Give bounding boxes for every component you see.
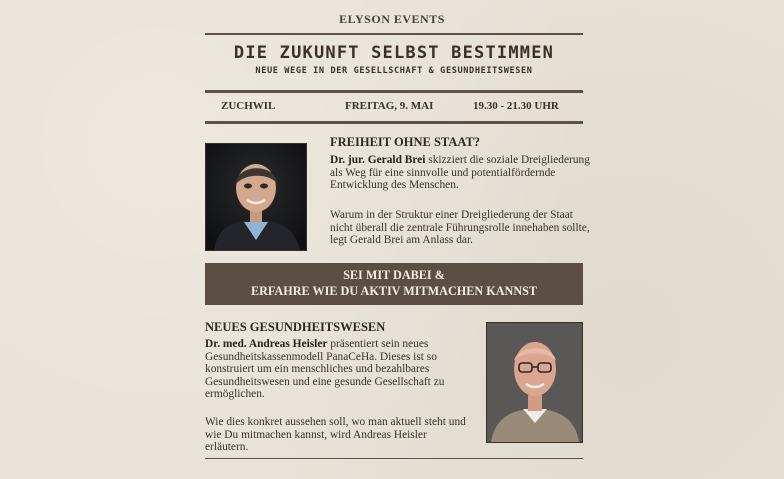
event-time: 19.30 - 21.30 UHR [473,100,559,112]
section1-text2: Warum in der Struktur einer Dreigliederung der Staat nicht überall die zentrale Führungsrolle innehaben sollte, legt Gerald Brei am Anlass dar. [330,209,590,247]
section2-text2: Wie dies konkret aussehen soll, wo man aktuell steht und wie Du mitmachen kannst, wird Andreas Heisler erläutern. [205,416,466,454]
event-title: DIE ZUKUNFT SELBST BESTIMMEN [233,43,555,63]
event-subtitle: NEUE WEGE IN DER GESELLSCHAFT & GESUNDHEITSWESEN [255,66,533,76]
section1-speaker: Dr. jur. Gerald Brei [330,154,426,166]
divider-info-bottom [205,121,583,124]
speaker-photo-gerald-brei [205,143,307,251]
event-date: FREITAG, 9. MAI [345,100,434,112]
divider-info-top [205,90,583,93]
section2-speaker: Dr. med. Andreas Heisler [205,338,328,350]
divider-top [205,33,583,35]
section1-intro [330,154,592,192]
section2-text1: präsentiert sein neues Gesundheitskassenmodell PanaCeHa. Dieses ist so konstruiert um ein menschliches und bezahlbares Gesundheitswesen und eine gesunde Gesellschaft zu ermöglichen. [205,338,445,401]
banner-line-2: ERFAHRE WIE DU AKTIV MITMACHEN KANNST [250,284,538,298]
call-to-action-banner [205,263,583,305]
banner-line-1: SEI MIT DABEI & [343,268,445,282]
brand-name: ELYSON EVENTS [339,12,445,26]
section1-heading: FREIHEIT OHNE STAAT? [330,135,481,149]
event-location: ZUCHWIL [221,100,276,112]
section2-heading: NEUES GESUNDHEITSWESEN [205,320,386,334]
section2-intro [205,338,467,401]
section1-text1: skizziert die soziale Dreigliederung als Weg für eine sinnvolle und potentialfördernde Entwicklung des Menschen. [330,154,590,192]
speaker-photo-andreas-heisler [486,322,583,443]
divider-bottom [205,458,583,459]
